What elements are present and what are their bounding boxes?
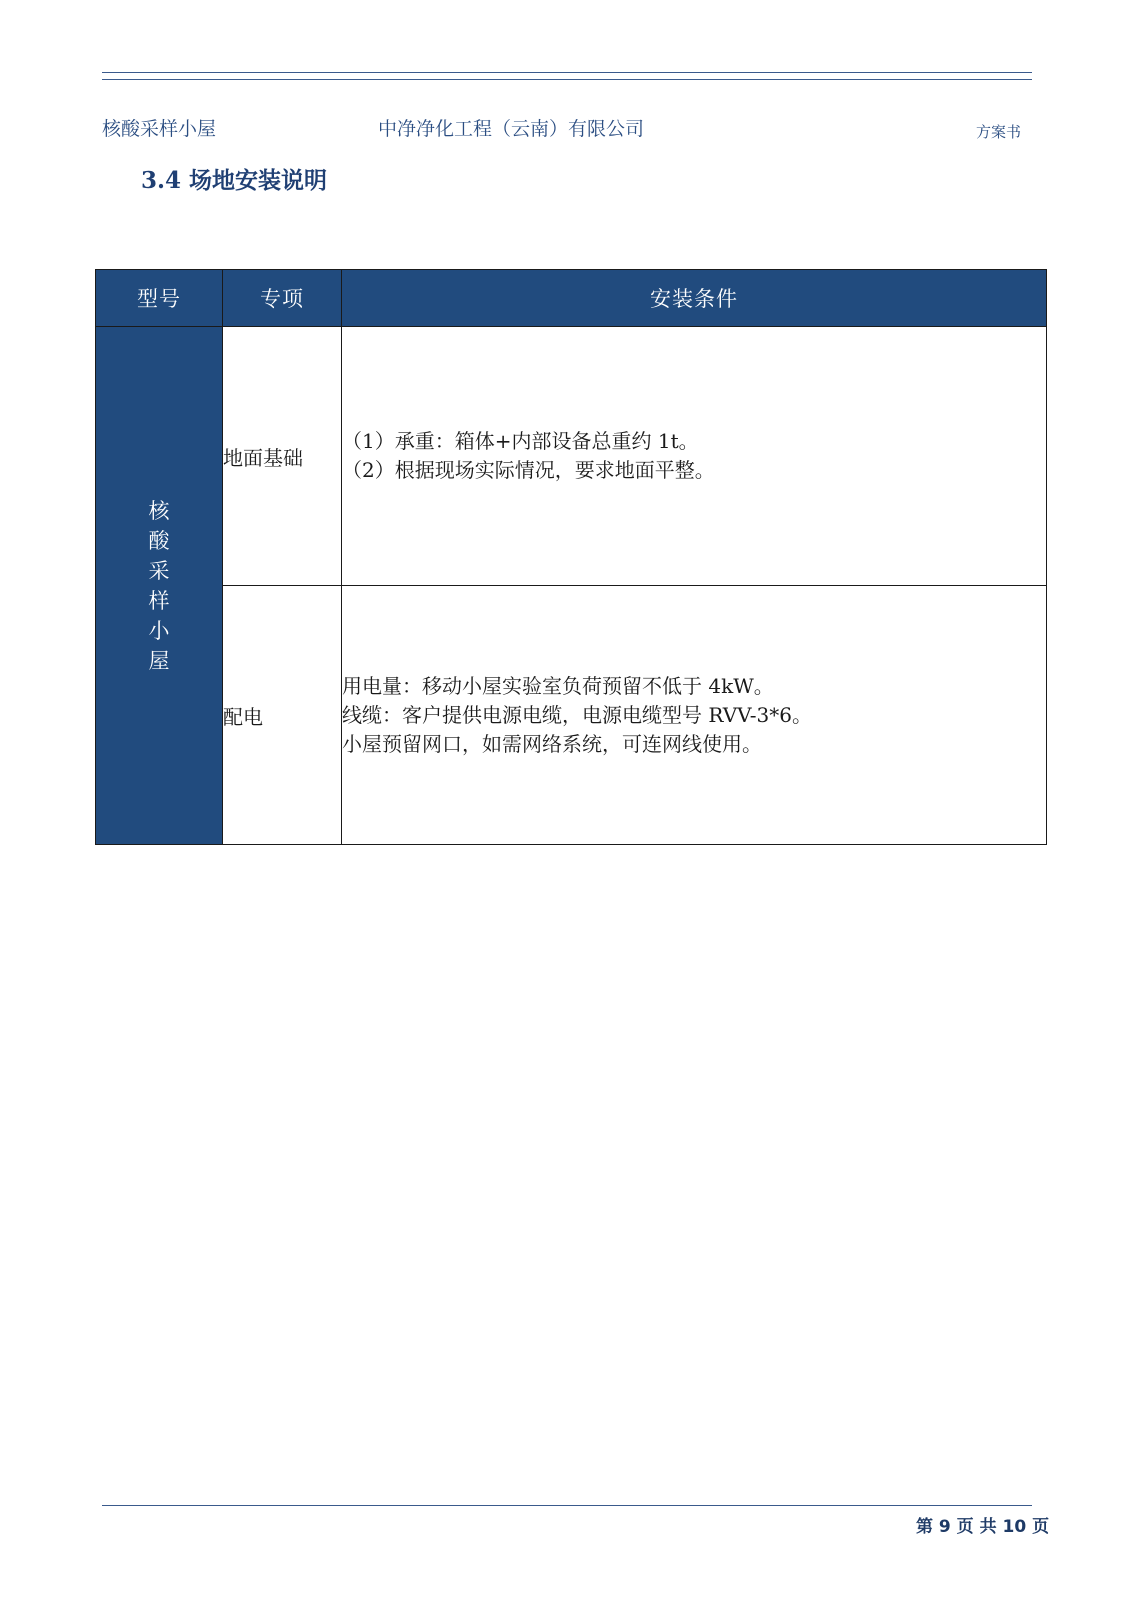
header-project-name: 核酸采样小屋 [102, 118, 217, 140]
table-header-row [96, 270, 1047, 327]
table-row [96, 327, 1047, 586]
header-company-name: 中净净化工程（云南）有限公司 [378, 118, 645, 140]
model-cell [96, 327, 223, 845]
installation-table [95, 269, 1047, 845]
item-cell-ground: 地面基础 [223, 327, 342, 586]
section-title: 3.4 场地安装说明 [141, 167, 328, 194]
header-rule-bottom [102, 79, 1032, 80]
table-header-model: 型号 [96, 270, 223, 327]
condition-line: （2）根据现场实际情况，要求地面平整。 [342, 458, 715, 482]
footer-rule [102, 1505, 1032, 1506]
condition-line: 小屋预留网口，如需网络系统，可连网线使用。 [342, 731, 762, 756]
conditions-cell-power [342, 586, 1047, 845]
table-row [96, 586, 1047, 845]
condition-line: （1）承重：箱体+内部设备总重约 1t。 [342, 429, 699, 453]
conditions-cell-ground [342, 327, 1047, 586]
model-name: 核酸采样小屋 [148, 498, 170, 673]
table-header-conditions: 安装条件 [342, 270, 1047, 327]
condition-line: 用电量：移动小屋实验室负荷预留不低于 4kW。 [342, 673, 774, 698]
condition-line: 线缆：客户提供电源电缆，电源电缆型号 RVV-3*6。 [342, 702, 812, 727]
header-doc-type: 方案书 [976, 123, 1022, 141]
page-number: 第 9 页 共 10 页 [916, 1517, 1050, 1537]
header-rule-top [102, 72, 1032, 73]
item-cell-power: 配电 [223, 586, 342, 845]
table-header-item: 专项 [223, 270, 342, 327]
